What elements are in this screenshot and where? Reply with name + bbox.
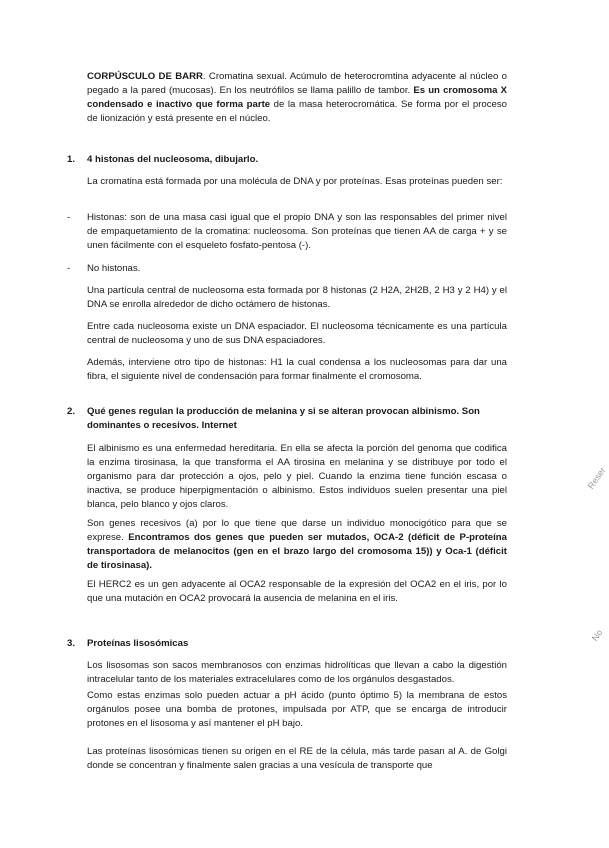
section2-p2-text: Son genes recesivos (a) por lo que tiene que darse un individuo monocigótico para que se exprese. <box>87 518 507 543</box>
section2-p2-bold: Encontramos dos genes que pueden ser mutados, OCA-2 (déficit de P-proteína transportadora de melanocitos (gen en el brazo largo del cromosoma 15)) y Oca-1 (déficit de tirosinasa). <box>87 532 507 571</box>
section2-paragraph-2 <box>87 517 507 573</box>
intro-text-1: . Cromatina sexual. Acúmulo de heterocromtina adyacente al núcleo o pegado a la pared (mucosas). En los neutrófilos se llama palillo de tambor. <box>87 71 507 96</box>
section3-number: 3. <box>67 638 76 649</box>
watermark-2: No <box>589 627 605 643</box>
section1-paragraph-4: Además, interviene otro tipo de histonas: H1 la cual condensa a los nucleosomas para dar una fibra, el siguiente nivel de condensación para formar finalmente el cromosoma. <box>87 357 507 382</box>
section3-paragraph-1: Los lisosomas son sacos membranosos con enzimas hidrolíticas que llevan a cabo la digestión intracelular tanto de los materiales extracelulares como de los orgánulos desgastados. <box>87 660 507 685</box>
section1-title: 4 histonas del nucleosoma, dibujarlo. <box>87 154 259 165</box>
section1-paragraph-2: Una partícula central de nucleosoma esta formada por 8 histonas (2 H2A, 2H2B, 2 H3 y 2 H4) y el DNA se enrolla alrededor de dicho octámero de histonas. <box>87 285 507 310</box>
intro-text-2: de la masa heterocromática. Se forma por el proceso de lionización y está presente en el núcleo. <box>87 99 507 124</box>
section2-paragraph-3: El HERC2 es un gen adyacente al OCA2 responsable de la expresión del OCA2 en el iris, por lo que una mutación en OCA2 provocará la ausencia de melanina en el iris. <box>87 579 507 604</box>
section3-paragraph-3: Las proteínas lisosómicas tienen su origen en el RE de la célula, más tarde pasan al A. de Golgi donde se concentran y finalmente salen gracias a una vesícula de transporte que <box>87 746 507 771</box>
watermark-1: Reser <box>585 465 608 491</box>
section2-title: Qué genes regulan la producción de melanina y si se alteran provocan albinismo. Son dominantes o recesivos. Internet <box>87 406 480 431</box>
bullet-mark-1: - <box>67 212 71 223</box>
section3-paragraph-2: Como estas enzimas solo pueden actuar a pH ácido (punto óptimo 5) la membrana de estos orgánulos posee una bomba de protones, impulsada por ATP, que se encarga de introducir protones en el lisosoma y así mantener el pH bajo. <box>87 690 507 729</box>
intro-term: CORPÚSCULO DE BARR <box>87 71 203 82</box>
section1-bullet-2: No histonas. <box>87 263 141 274</box>
intro-paragraph <box>87 70 507 126</box>
section3-title: Proteínas lisosómicas <box>87 638 189 649</box>
bullet-mark-2: - <box>67 263 71 274</box>
section1-paragraph-1: La cromatina está formada por una molécula de DNA y por proteínas. Esas proteínas pueden ser: <box>87 176 503 187</box>
section1-paragraph-3: Entre cada nucleosoma existe un DNA espaciador. El nucleosoma técnicamente es una partícula central de nucleosoma y uno de sus DNA espaciadores. <box>87 321 507 346</box>
section2-number: 2. <box>67 406 76 417</box>
section1-bullet-1: Histonas: son de una masa casi igual que el propio DNA y son las responsables del primer nivel de empaquetamiento de la cromatina: nucleosoma. Son proteínas que tienen AA de carga + y se unen fácilmente con el esqueleto fosfato-pentosa (-). <box>87 212 507 251</box>
intro-bold: Es un cromosoma X condensado e inactivo que forma parte <box>87 85 508 110</box>
section1-number: 1. <box>67 154 76 165</box>
section2-paragraph-1: El albinismo es una enfermedad hereditaria. En ella se afecta la porción del genoma que codifica la enzima tirosinasa, la que transforma el AA tirosina en melanina y se distribuye por todo el organismo para dar protección a ojos, pelo y piel. Cuando la enzima tiene función escasa o inactiva, se produce hiperpigmentación o albinismo. Estos individuos suelen presentar una piel blanca, pelo blanco y ojos claros. <box>87 443 507 510</box>
